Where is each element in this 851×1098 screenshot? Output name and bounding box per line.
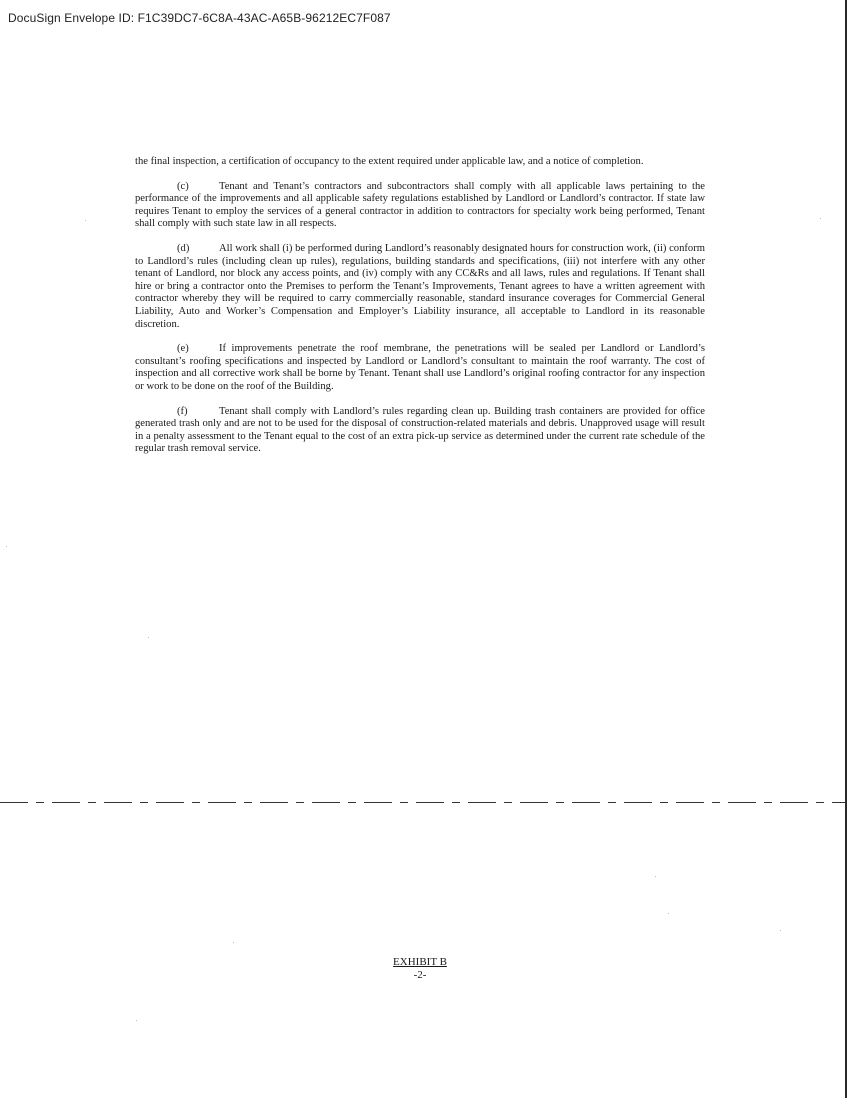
scan-speck	[820, 218, 821, 219]
paragraph-e	[135, 343, 705, 393]
paragraph-e-text: If improvements penetrate the roof membrane, the penetrations will be sealed per Landlord or Landlord’s consultant’s roofing specifications and inspected by Landlord or Landlord’s consultant to maintain the roof warranty. The cost of inspection and all corrective work shall be borne by Tenant. Tenant shall use Landlord’s original roofing contractor for any inspection or work to be done on the roof of the Building.	[135, 343, 705, 392]
scan-speck	[655, 876, 656, 877]
paragraph-f	[135, 406, 705, 456]
scan-speck	[136, 1020, 137, 1021]
scan-speck	[780, 930, 781, 931]
paragraph-c-label: (c)	[177, 180, 189, 192]
paragraph-d-label: (d)	[177, 242, 190, 254]
paragraph-d	[135, 243, 705, 331]
scan-dashed-line	[0, 802, 845, 803]
scan-speck	[6, 546, 7, 547]
scan-speck	[85, 220, 86, 221]
paragraph-c	[135, 181, 705, 231]
paragraph-f-label: (f)	[177, 405, 188, 417]
paragraph-c-text: Tenant and Tenant’s contractors and subcontractors shall comply with all applicable laws pertaining to the performance of the improvements and all applicable safety regulations established by Landlord or Landlord’s contractor. If state law requires Tenant to employ the services of a general contractor in addition to contractors for specialty work being performed, Tenant shall comply with such state law in all respects.	[135, 180, 705, 230]
scan-speck	[233, 942, 234, 943]
document-body	[135, 156, 705, 468]
paragraph-d-text: All work shall (i) be performed during Landlord’s reasonably designated hours for construction work, (ii) conform to Landlord’s rules (including clean up rules), regulations, building standards and specifications, (iii) not interfere with any other tenant of Landlord, nor block any access points, and (iv) comply with any CC&Rs and all laws, rules and regulations. If Tenant shall hire or bring a contractor onto the Premises to perform the Tenant’s Improvements, Tenant agrees to have a written agreement with contractor whereby they will be required to carry commercially reasonable, standard insurance coverages for Commercial General Liability, Auto and Worker’s Compensation and Employer’s Liability insurance, all acceptable to Landlord in its reasonable discretion.	[135, 242, 705, 330]
page-edge-border	[845, 0, 847, 1098]
docusign-envelope-id: DocuSign Envelope ID: F1C39DC7-6C8A-43AC-A65B-96212EC7F087	[8, 11, 391, 25]
page-footer	[360, 956, 480, 982]
scan-speck	[148, 637, 149, 638]
paragraph-e-label: (e)	[177, 343, 189, 355]
continuation-paragraph: the final inspection, a certification of occupancy to the extent required under applicable law, and a notice of completion.	[135, 156, 644, 167]
paragraph-f-text: Tenant shall comply with Landlord’s rules regarding clean up. Building trash containers are provided for office generated trash only and are not to be used for the disposal of construction-related materials and debris. Unapproved usage will result in a penalty assessment to the Tenant equal to the cost of an extra pick-up service as determined under the current rate schedule of the regular trash removal service.	[135, 405, 705, 455]
scan-speck	[668, 913, 669, 914]
page-number: -2-	[413, 969, 427, 981]
exhibit-label: EXHIBIT B	[393, 956, 447, 968]
